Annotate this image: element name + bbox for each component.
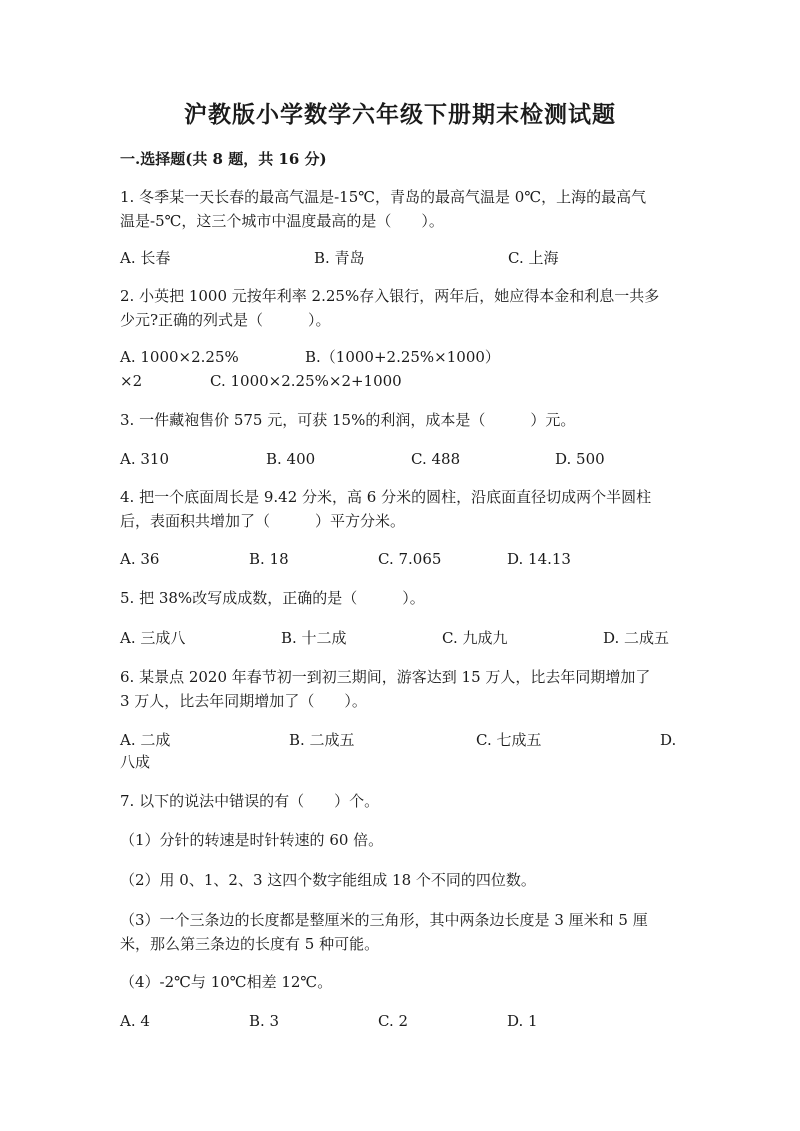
question-4-line-1: 4. 把一个底面周长是 9.42 分米，高 6 分米的圆柱，沿底面直径切成两个半圆柱 — [120, 488, 652, 506]
question-6-option-a: A. 二成 — [120, 731, 171, 749]
question-7-statement-3-line-1: （3）一个三条边的长度都是整厘米的三角形，其中两条边长度是 3 厘米和 5 厘 — [120, 911, 648, 929]
question-7-statement-2: （2）用 0、1、2、3 这四个数字能组成 18 个不同的四位数。 — [120, 871, 536, 889]
question-1-line-1: 1. 冬季某一天长春的最高气温是-15℃，青岛的最高气温是 0℃，上海的最高气 — [120, 188, 647, 206]
question-5-option-a: A. 三成八 — [120, 629, 186, 647]
question-2-option-b: B.（1000+2.25%×1000） — [305, 348, 500, 366]
question-2-option-c: C. 1000×2.25%×2+1000 — [210, 372, 402, 390]
question-5-option-d: D. 二成五 — [603, 629, 670, 647]
question-1-option-b: B. 青岛 — [314, 249, 365, 267]
question-2-option-a: A. 1000×2.25% — [120, 348, 239, 366]
question-6-option-c: C. 七成五 — [476, 731, 542, 749]
question-4-option-a: A. 36 — [120, 550, 160, 568]
section-heading: 一.选择题(共 8 题，共 16 分) — [120, 150, 327, 168]
question-2-option-b-cont: ×2 — [120, 372, 143, 390]
question-7-option-a: A. 4 — [120, 1012, 150, 1030]
question-6-line-2: 3 万人，比去年同期增加了（ ）。 — [120, 692, 367, 710]
page-title: 沪教版小学数学六年级下册期末检测试题 — [184, 101, 616, 128]
question-7-option-d: D. 1 — [507, 1012, 538, 1030]
question-4-option-d: D. 14.13 — [507, 550, 571, 568]
question-6-option-b: B. 二成五 — [289, 731, 355, 749]
question-6-option-d-cont: 八成 — [120, 753, 151, 771]
question-5-option-b: B. 十二成 — [281, 629, 347, 647]
question-3-option-b: B. 400 — [266, 450, 316, 468]
question-5-option-c: C. 九成九 — [442, 629, 508, 647]
question-7-line-1: 7. 以下的说法中错误的有（ ）个。 — [120, 792, 380, 810]
question-2-line-2: 少元?正确的列式是（ ）。 — [120, 311, 331, 329]
question-2-line-1: 2. 小英把 1000 元按年利率 2.25%存入银行，两年后，她应得本金和利息一共多 — [120, 287, 660, 305]
question-3-option-d: D. 500 — [555, 450, 605, 468]
question-7-statement-1: （1）分针的转速是时针转速的 60 倍。 — [120, 831, 384, 849]
question-4-option-b: B. 18 — [249, 550, 289, 568]
question-1-line-2: 温是-5℃，这三个城市中温度最高的是（ ）。 — [120, 212, 444, 230]
question-1-option-a: A. 长春 — [120, 249, 171, 267]
question-7-statement-3-line-2: 米，那么第三条边的长度有 5 种可能。 — [120, 935, 380, 953]
question-7-option-c: C. 2 — [378, 1012, 409, 1030]
question-3-option-a: A. 310 — [120, 450, 169, 468]
question-3-line-1: 3. 一件藏袍售价 575 元，可获 15%的利润，成本是（ ）元。 — [120, 411, 576, 429]
question-1-option-c: C. 上海 — [508, 249, 559, 267]
question-5-line-1: 5. 把 38%改写成成数，正确的是（ ）。 — [120, 589, 425, 607]
question-7-statement-4: （4）-2℃与 10℃相差 12℃。 — [120, 973, 333, 991]
question-4-line-2: 后，表面积共增加了（ ）平方分米。 — [120, 512, 406, 530]
question-7-option-b: B. 3 — [249, 1012, 280, 1030]
question-4-option-c: C. 7.065 — [378, 550, 442, 568]
question-3-option-c: C. 488 — [411, 450, 461, 468]
question-6-line-1: 6. 某景点 2020 年春节初一到初三期间，游客达到 15 万人，比去年同期增加了 — [120, 668, 651, 686]
question-6-option-d: D. — [660, 731, 677, 749]
